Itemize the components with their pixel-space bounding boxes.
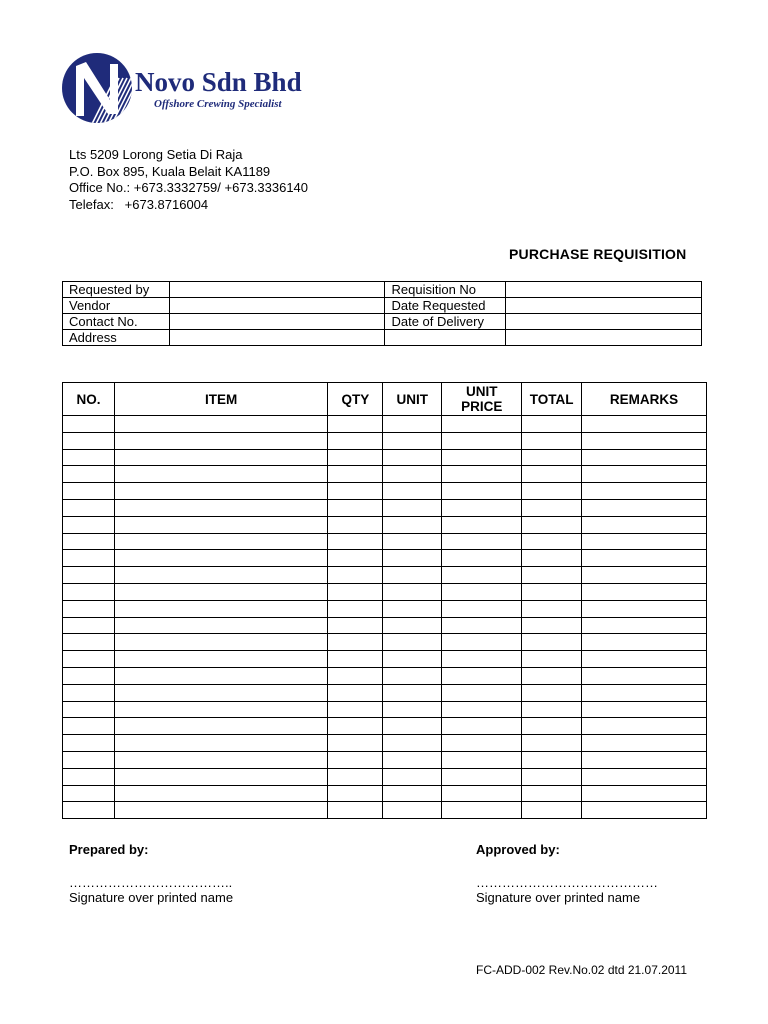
info-label: Vendor (63, 298, 170, 314)
table-cell[interactable] (63, 516, 115, 533)
address-line: Telefax: +673.8716004 (69, 196, 209, 212)
table-cell[interactable] (442, 483, 522, 500)
table-cell[interactable] (63, 684, 115, 701)
table-cell[interactable] (383, 701, 442, 718)
table-cell[interactable] (328, 667, 383, 684)
table-cell[interactable] (114, 785, 328, 802)
table-cell[interactable] (522, 684, 582, 701)
table-row (63, 651, 707, 668)
info-row (63, 330, 702, 346)
table-cell[interactable] (383, 516, 442, 533)
table-cell[interactable] (582, 634, 707, 651)
info-value-field[interactable] (169, 298, 385, 314)
table-row (63, 667, 707, 684)
info-value-field[interactable] (169, 330, 385, 346)
table-cell[interactable] (328, 785, 383, 802)
table-cell[interactable] (582, 600, 707, 617)
table-cell[interactable] (114, 651, 328, 668)
table-cell[interactable] (328, 449, 383, 466)
info-row (63, 298, 702, 314)
info-label: Contact No. (63, 314, 170, 330)
address-line: P.O. Box 895, Kuala Belait KA1189 (69, 163, 271, 179)
table-cell[interactable] (522, 651, 582, 668)
table-cell[interactable] (442, 751, 522, 768)
info-value-field[interactable] (506, 314, 702, 330)
table-cell[interactable] (114, 466, 328, 483)
table-cell[interactable] (582, 768, 707, 785)
table-row (63, 533, 707, 550)
table-cell[interactable] (383, 466, 442, 483)
table-cell[interactable] (328, 718, 383, 735)
table-cell[interactable] (522, 583, 582, 600)
table-cell[interactable] (442, 567, 522, 584)
table-cell[interactable] (442, 735, 522, 752)
table-cell[interactable] (328, 466, 383, 483)
table-cell[interactable] (383, 432, 442, 449)
table-row (63, 550, 707, 567)
table-cell[interactable] (522, 600, 582, 617)
table-cell[interactable] (63, 583, 115, 600)
table-cell[interactable] (442, 416, 522, 433)
table-cell[interactable] (442, 684, 522, 701)
table-cell[interactable] (522, 634, 582, 651)
table-cell[interactable] (114, 667, 328, 684)
table-cell[interactable] (328, 499, 383, 516)
table-row (63, 483, 707, 500)
table-cell[interactable] (383, 499, 442, 516)
table-cell[interactable] (63, 617, 115, 634)
company-tagline: Offshore Crewing Specialist (154, 98, 282, 110)
table-cell[interactable] (442, 785, 522, 802)
address-line: Lts 5209 Lorong Setia Di Raja (69, 147, 243, 162)
table-cell[interactable] (582, 751, 707, 768)
table-cell[interactable] (328, 651, 383, 668)
table-cell[interactable] (442, 802, 522, 819)
table-cell[interactable] (383, 449, 442, 466)
table-cell[interactable] (522, 416, 582, 433)
table-cell[interactable] (522, 701, 582, 718)
table-cell[interactable] (63, 432, 115, 449)
table-cell[interactable] (442, 600, 522, 617)
table-row (63, 416, 707, 433)
table-cell[interactable] (582, 416, 707, 433)
column-header-remarks: REMARKS (582, 383, 707, 416)
table-cell[interactable] (63, 550, 115, 567)
table-cell[interactable] (383, 667, 442, 684)
table-cell[interactable] (383, 718, 442, 735)
table-cell[interactable] (582, 617, 707, 634)
items-table-body (63, 416, 707, 819)
table-cell[interactable] (383, 533, 442, 550)
table-cell[interactable] (328, 768, 383, 785)
table-cell[interactable] (383, 785, 442, 802)
table-cell[interactable] (383, 567, 442, 584)
table-cell[interactable] (328, 751, 383, 768)
table-cell[interactable] (114, 735, 328, 752)
table-cell[interactable] (328, 567, 383, 584)
table-row (63, 583, 707, 600)
table-cell[interactable] (442, 466, 522, 483)
table-cell[interactable] (522, 802, 582, 819)
info-value-field[interactable] (506, 330, 702, 346)
column-header-item: ITEM (114, 383, 328, 416)
table-row (63, 449, 707, 466)
table-cell[interactable] (63, 802, 115, 819)
table-row (63, 718, 707, 735)
table-cell[interactable] (383, 634, 442, 651)
table-row (63, 516, 707, 533)
table-cell[interactable] (522, 735, 582, 752)
table-cell[interactable] (328, 516, 383, 533)
table-cell[interactable] (114, 583, 328, 600)
table-cell[interactable] (582, 550, 707, 567)
table-cell[interactable] (114, 718, 328, 735)
table-cell[interactable] (582, 533, 707, 550)
info-value-field[interactable] (169, 314, 385, 330)
table-cell[interactable] (442, 651, 522, 668)
table-cell[interactable] (114, 802, 328, 819)
prepared-by-label: Prepared by: (69, 842, 149, 857)
table-cell[interactable] (442, 634, 522, 651)
table-cell[interactable] (63, 634, 115, 651)
table-cell[interactable] (63, 768, 115, 785)
info-label: Date Requested (385, 298, 506, 314)
table-row (63, 735, 707, 752)
table-cell[interactable] (522, 550, 582, 567)
table-cell[interactable] (582, 432, 707, 449)
table-cell[interactable] (582, 651, 707, 668)
prepared-signature-caption: Signature over printed name (69, 890, 234, 905)
table-cell[interactable] (522, 718, 582, 735)
table-cell[interactable] (442, 449, 522, 466)
table-cell[interactable] (328, 432, 383, 449)
table-cell[interactable] (582, 701, 707, 718)
table-cell[interactable] (114, 499, 328, 516)
table-row (63, 684, 707, 701)
table-cell[interactable] (63, 533, 115, 550)
table-cell[interactable] (582, 718, 707, 735)
table-cell[interactable] (442, 516, 522, 533)
table-cell[interactable] (63, 735, 115, 752)
table-cell[interactable] (442, 667, 522, 684)
table-cell[interactable] (114, 600, 328, 617)
table-cell[interactable] (63, 483, 115, 500)
table-cell[interactable] (522, 432, 582, 449)
table-cell[interactable] (383, 684, 442, 701)
table-row (63, 567, 707, 584)
table-cell[interactable] (582, 802, 707, 819)
table-cell[interactable] (582, 785, 707, 802)
table-cell[interactable] (383, 768, 442, 785)
table-cell[interactable] (328, 684, 383, 701)
table-cell[interactable] (582, 684, 707, 701)
info-label: Requested by (63, 282, 170, 298)
info-row (63, 282, 702, 298)
table-row (63, 785, 707, 802)
table-cell[interactable] (63, 416, 115, 433)
table-cell[interactable] (328, 600, 383, 617)
table-cell[interactable] (442, 533, 522, 550)
table-cell[interactable] (442, 701, 522, 718)
table-row (63, 634, 707, 651)
table-cell[interactable] (328, 634, 383, 651)
table-cell[interactable] (383, 802, 442, 819)
table-cell[interactable] (114, 416, 328, 433)
table-cell[interactable] (63, 718, 115, 735)
table-cell[interactable] (114, 617, 328, 634)
table-cell[interactable] (442, 550, 522, 567)
info-label: Date of Delivery (385, 314, 506, 330)
table-cell[interactable] (582, 667, 707, 684)
table-cell[interactable] (522, 533, 582, 550)
table-cell[interactable] (383, 735, 442, 752)
info-value-field[interactable] (169, 282, 385, 298)
table-cell[interactable] (328, 735, 383, 752)
table-cell[interactable] (582, 583, 707, 600)
table-cell[interactable] (522, 785, 582, 802)
column-header-unit: UNIT (383, 383, 442, 416)
table-cell[interactable] (328, 483, 383, 500)
table-cell[interactable] (582, 516, 707, 533)
table-row (63, 701, 707, 718)
table-cell[interactable] (63, 600, 115, 617)
table-cell[interactable] (383, 651, 442, 668)
document-title: PURCHASE REQUISITION (509, 246, 687, 262)
column-header-unit-price: UNIT PRICE (442, 383, 522, 416)
table-cell[interactable] (383, 416, 442, 433)
table-cell[interactable] (442, 617, 522, 634)
table-cell[interactable] (114, 516, 328, 533)
table-row (63, 432, 707, 449)
table-cell[interactable] (328, 617, 383, 634)
table-cell[interactable] (522, 567, 582, 584)
table-cell[interactable] (114, 567, 328, 584)
table-cell[interactable] (328, 550, 383, 567)
table-cell[interactable] (114, 432, 328, 449)
table-cell[interactable] (442, 718, 522, 735)
info-value-field[interactable] (506, 298, 702, 314)
table-cell[interactable] (114, 634, 328, 651)
table-cell[interactable] (522, 466, 582, 483)
table-cell[interactable] (114, 449, 328, 466)
info-value-field[interactable] (506, 282, 702, 298)
table-cell[interactable] (63, 651, 115, 668)
address-line: Office No.: +673.3332759/ +673.3336140 (69, 180, 309, 195)
approved-signature-line[interactable]: …………………………………… (476, 875, 658, 890)
items-table (62, 382, 707, 819)
requisition-info-table (62, 281, 702, 346)
table-cell[interactable] (114, 684, 328, 701)
table-cell[interactable] (328, 416, 383, 433)
table-cell[interactable] (522, 667, 582, 684)
table-cell[interactable] (442, 499, 522, 516)
info-row (63, 314, 702, 330)
table-cell[interactable] (582, 466, 707, 483)
table-cell[interactable] (582, 483, 707, 500)
table-row (63, 466, 707, 483)
table-cell[interactable] (63, 567, 115, 584)
table-cell[interactable] (63, 751, 115, 768)
table-cell[interactable] (63, 667, 115, 684)
table-cell[interactable] (114, 768, 328, 785)
approved-by-label: Approved by: (476, 842, 560, 857)
table-cell[interactable] (328, 533, 383, 550)
table-cell[interactable] (383, 617, 442, 634)
table-row (63, 768, 707, 785)
info-label (385, 330, 506, 346)
table-cell[interactable] (383, 483, 442, 500)
table-cell[interactable] (522, 449, 582, 466)
column-header-total: TOTAL (522, 383, 582, 416)
table-cell[interactable] (63, 499, 115, 516)
table-cell[interactable] (582, 567, 707, 584)
info-label: Requisition No (385, 282, 506, 298)
table-cell[interactable] (328, 701, 383, 718)
table-cell[interactable] (63, 785, 115, 802)
table-cell[interactable] (383, 583, 442, 600)
table-cell[interactable] (63, 466, 115, 483)
table-cell[interactable] (522, 617, 582, 634)
table-cell[interactable] (582, 499, 707, 516)
table-row (63, 802, 707, 819)
table-cell[interactable] (114, 751, 328, 768)
table-row (63, 751, 707, 768)
info-label: Address (63, 330, 170, 346)
table-cell[interactable] (383, 600, 442, 617)
form-code-footer: FC-ADD-002 Rev.No.02 dtd 21.07.2011 (476, 963, 688, 977)
table-cell[interactable] (114, 533, 328, 550)
table-cell[interactable] (328, 802, 383, 819)
table-cell[interactable] (328, 583, 383, 600)
table-cell[interactable] (383, 550, 442, 567)
company-name: Novo Sdn Bhd (135, 67, 302, 97)
table-cell[interactable] (63, 701, 115, 718)
table-cell[interactable] (114, 483, 328, 500)
table-row (63, 617, 707, 634)
table-row (63, 499, 707, 516)
items-header-row (63, 383, 707, 416)
approved-signature-caption: Signature over printed name (476, 890, 641, 905)
table-row (63, 600, 707, 617)
table-cell[interactable] (582, 449, 707, 466)
table-cell[interactable] (114, 701, 328, 718)
table-cell[interactable] (522, 499, 582, 516)
table-cell[interactable] (442, 432, 522, 449)
table-cell[interactable] (522, 768, 582, 785)
table-cell[interactable] (114, 550, 328, 567)
table-cell[interactable] (63, 449, 115, 466)
table-cell[interactable] (522, 516, 582, 533)
column-header-qty: QTY (328, 383, 383, 416)
column-header-no: NO. (63, 383, 115, 416)
table-cell[interactable] (582, 735, 707, 752)
table-cell[interactable] (383, 751, 442, 768)
table-cell[interactable] (442, 768, 522, 785)
prepared-signature-line[interactable]: ……………………………….. (69, 875, 233, 890)
table-cell[interactable] (522, 751, 582, 768)
company-address (69, 147, 308, 213)
table-cell[interactable] (442, 583, 522, 600)
table-cell[interactable] (522, 483, 582, 500)
